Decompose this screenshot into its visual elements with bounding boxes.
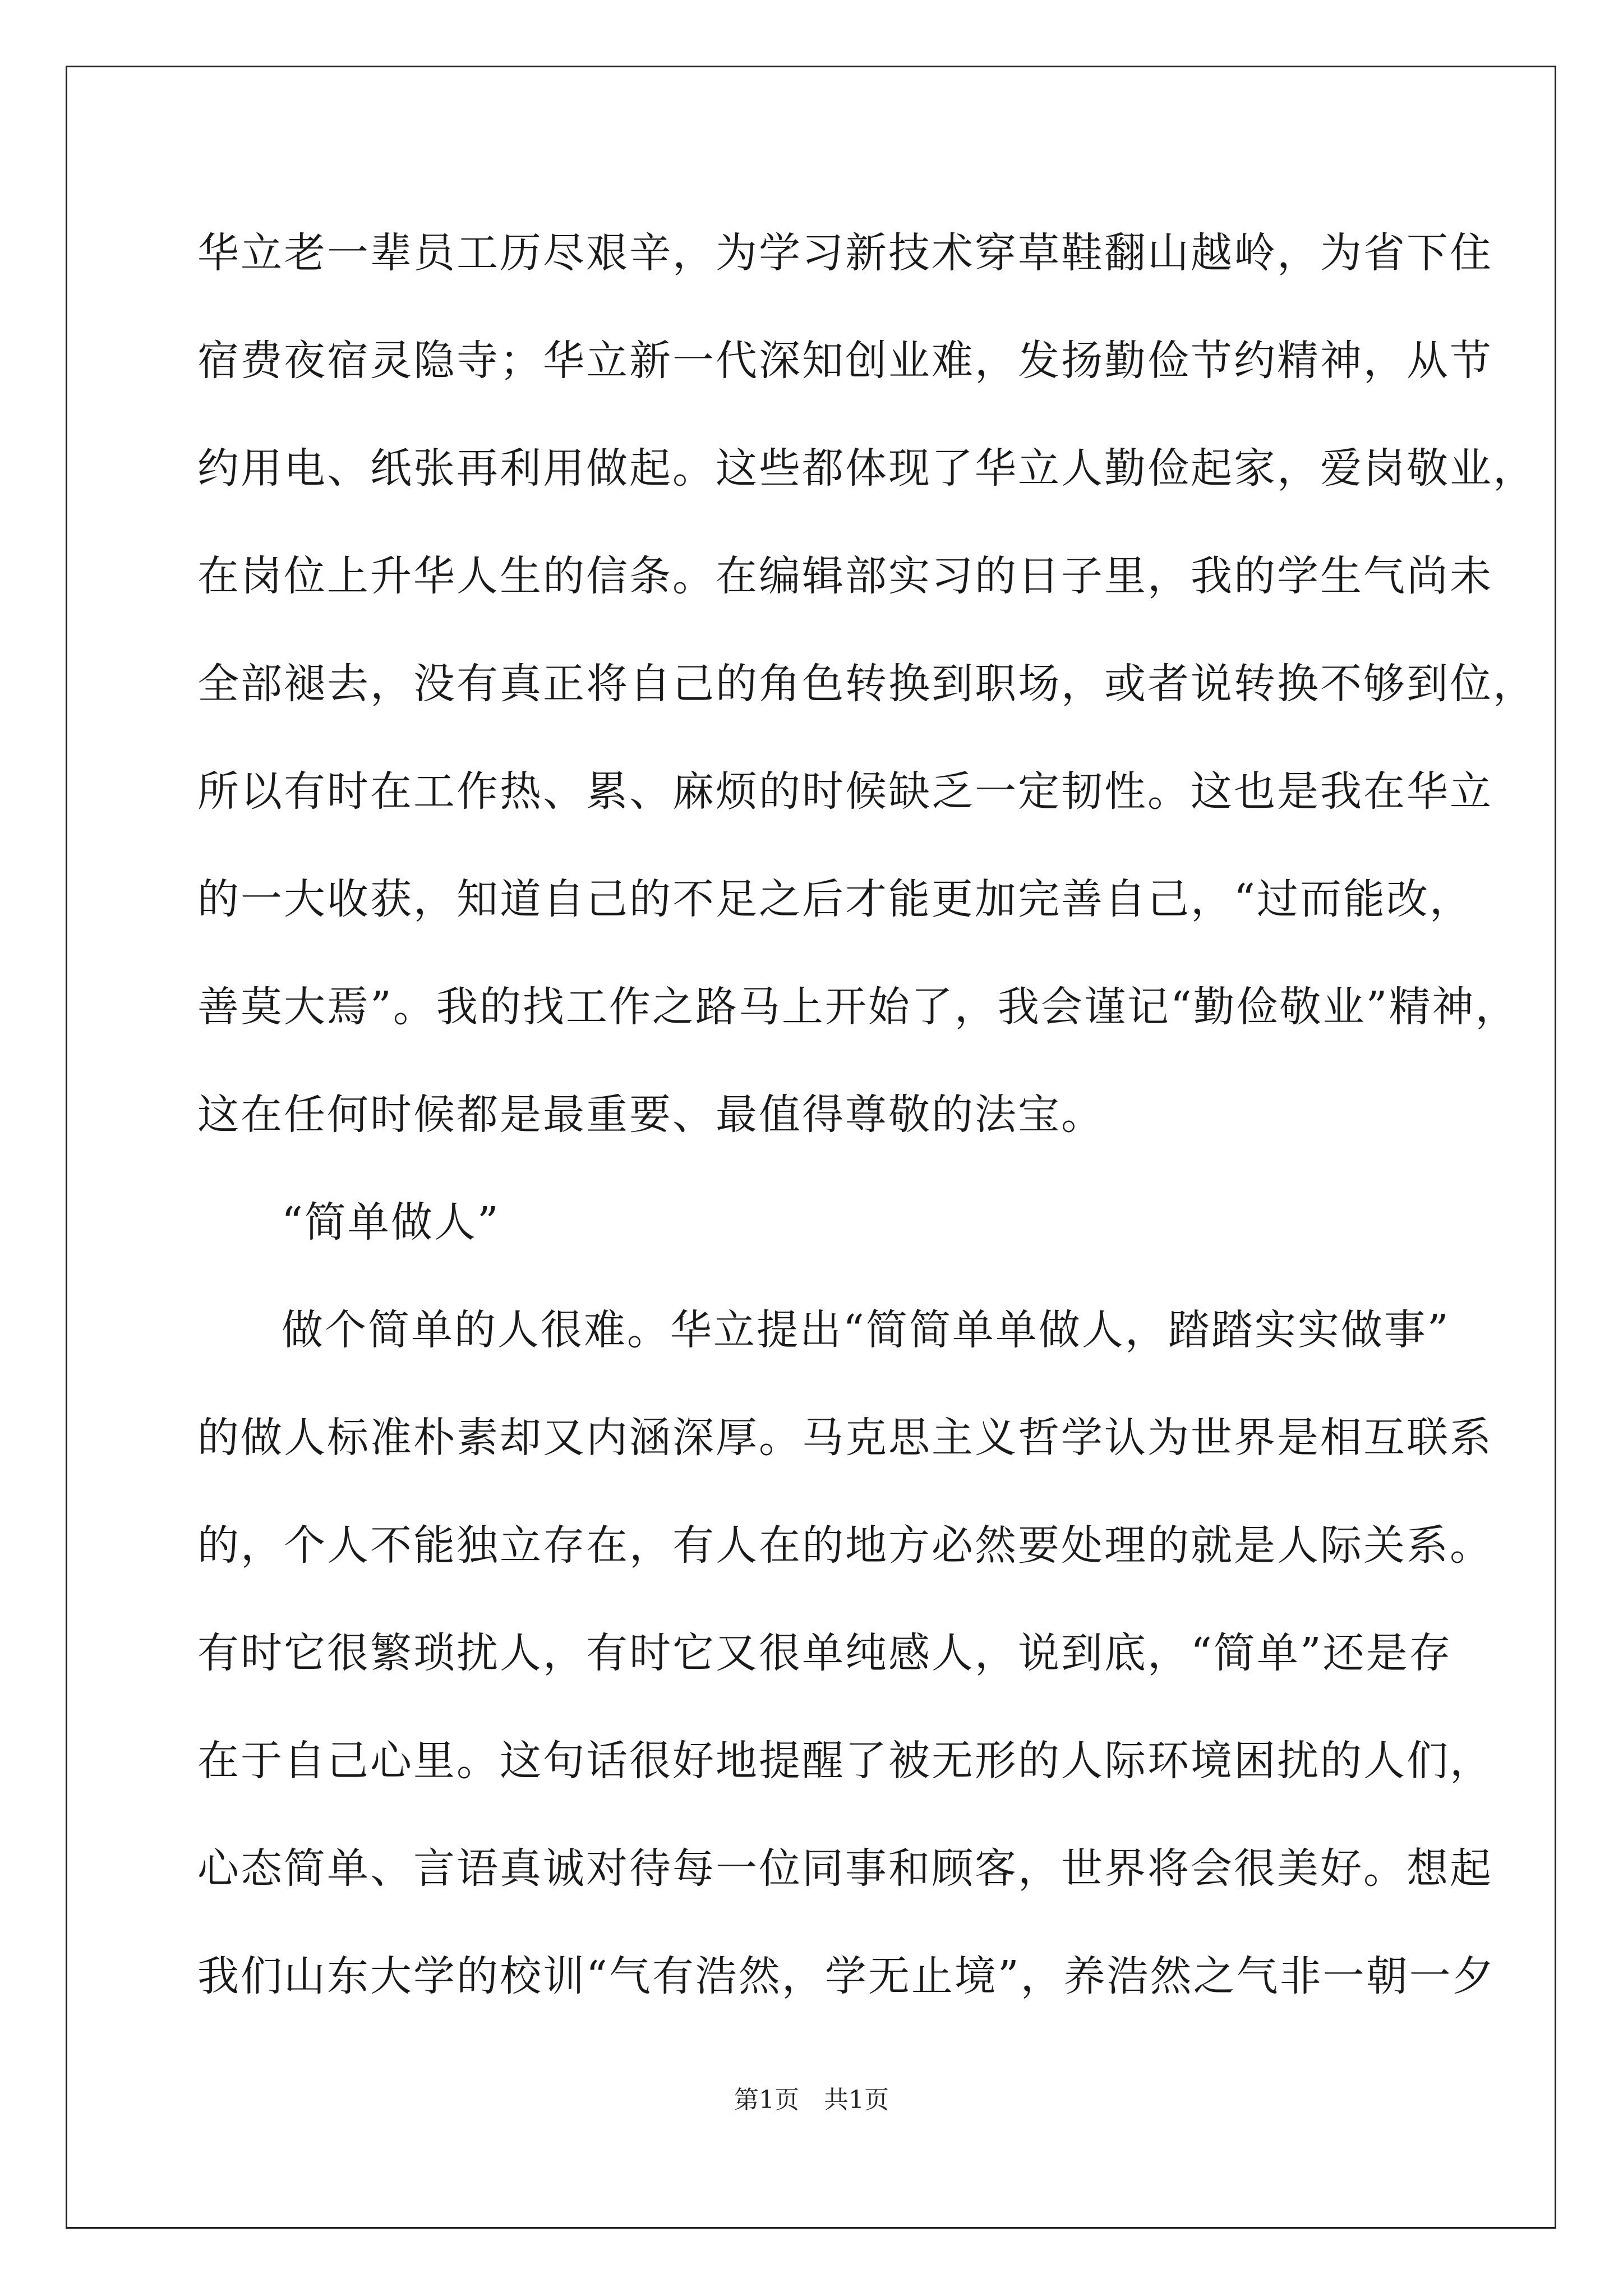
- text-line: 的一大收获，知道自己的不足之后才能更加完善自己，“过而能改，: [197, 875, 1473, 923]
- text-line: 在于自己心里。这句话很好地提醒了被无形的人际环境困扰的人们，: [197, 1737, 1493, 1785]
- text-line: 这在任何时候都是最重要、最值得尊敬的法宝。: [197, 1091, 1104, 1139]
- text-line: 宿费夜宿灵隐寺；华立新一代深知创业难，发扬勤俭节约精神，从节: [197, 337, 1493, 385]
- text-line: 的做人标准朴素却又内涵深厚。马克思主义哲学认为世界是相互联系: [197, 1414, 1493, 1462]
- text-line: 约用电、纸张再利用做起。这些都体现了华立人勤俭起家，爱岗敬业，: [197, 444, 1536, 493]
- text-line: 心态简单、言语真诚对待每一位同事和顾客，世界将会很美好。想起: [197, 1844, 1493, 1893]
- section-heading: “简单做人”: [282, 1198, 500, 1246]
- document-body: [197, 199, 1536, 2030]
- paragraph-start: 做个简单的人很难。华立提出“简简单单做人，踏踏实实做事”: [282, 1306, 1450, 1354]
- text-line: 善莫大焉”。我的找工作之路马上开始了，我会谨记“勤俭敬业”精神，: [197, 983, 1519, 1031]
- text-line: 有时它很繁琐扰人，有时它又很单纯感人，说到底，“简单”还是存: [197, 1629, 1453, 1677]
- text-line: 的，个人不能独立存在，有人在的地方必然要处理的就是人际关系。: [197, 1521, 1493, 1570]
- text-line: 在岗位上升华人生的信条。在编辑部实习的日子里，我的学生气尚未: [197, 552, 1493, 600]
- text-line: 华立老一辈员工历尽艰辛，为学习新技术穿草鞋翻山越岭，为省下住: [197, 229, 1493, 277]
- text-line: 所以有时在工作热、累、麻烦的时候缺乏一定韧性。这也是我在华立: [197, 767, 1493, 816]
- text-line: 我们山东大学的校训“气有浩然，学无止境”，养浩然之气非一朝一夕: [197, 1952, 1496, 2000]
- text-line: 全部褪去，没有真正将自己的角色转换到职场，或者说转换不够到位，: [197, 660, 1536, 708]
- page-number: 第1页 共1页: [734, 2086, 889, 2114]
